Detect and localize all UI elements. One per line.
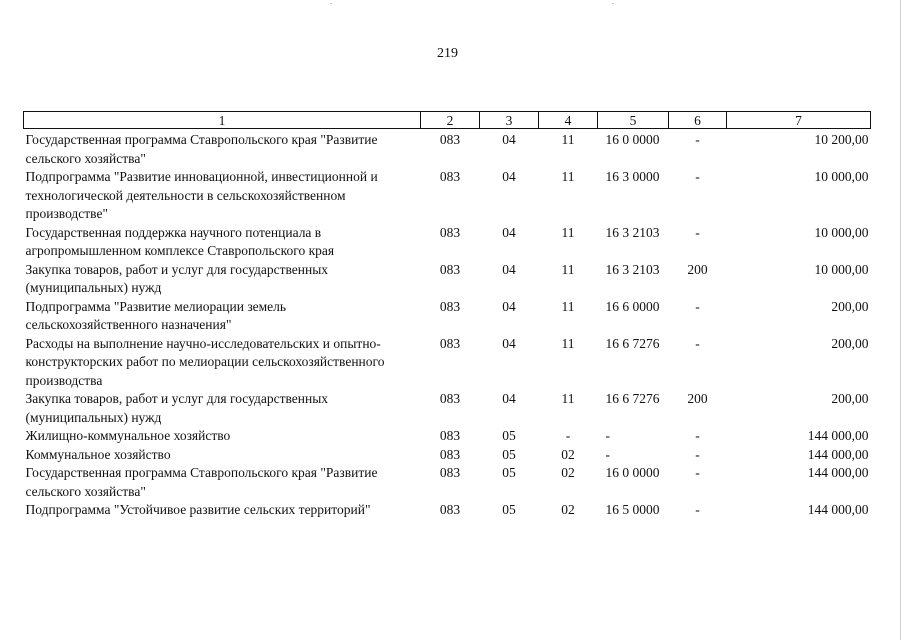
cell-ministry-code: 083 — [439, 391, 461, 406]
cell-expense-type: - — [695, 502, 700, 517]
table-row — [24, 446, 871, 465]
cell-amount: 200,00 — [831, 391, 869, 406]
table-body — [24, 129, 871, 520]
scan-edge-line — [900, 0, 901, 640]
column-header-expense-type: 6 — [669, 112, 727, 129]
cell-ministry-code: 083 — [439, 335, 461, 351]
cell-section: 04 — [502, 391, 516, 406]
cell-subsection: 11 — [561, 169, 575, 184]
table-row — [24, 129, 871, 169]
cell-expense-type: - — [695, 428, 700, 443]
cell-section: 04 — [502, 298, 516, 314]
cell-amount: 10 200,00 — [814, 132, 869, 147]
cell-ministry-code: 083 — [439, 428, 461, 443]
cell-amount: 144 000,00 — [807, 465, 869, 480]
table-row — [24, 224, 871, 261]
cell-ministry-code: 083 — [439, 261, 461, 277]
budget-table — [23, 111, 871, 520]
table-row — [24, 298, 871, 335]
cell-section: 04 — [502, 169, 516, 184]
cell-target-article: 16 6 7276 — [605, 391, 660, 406]
cell-amount: 10 000,00 — [814, 224, 869, 240]
cell-subsection: 11 — [561, 391, 575, 406]
cell-target-article: 16 6 0000 — [605, 298, 660, 314]
cell-section: 05 — [502, 428, 516, 443]
cell-name: Коммунальное хозяйство — [25, 446, 171, 462]
cell-amount: 200,00 — [831, 298, 869, 314]
cell-name: Закупка товаров, работ и услуг для государственных (муниципальных) нужд — [25, 261, 329, 295]
cell-name: Государственная программа Ставропольского края "Развитие сельского хозяйства" — [25, 132, 378, 166]
cell-ministry-code: 083 — [439, 132, 461, 147]
cell-subsection: 02 — [561, 465, 575, 480]
cell-section: 04 — [502, 132, 516, 147]
cell-amount: 10 000,00 — [814, 169, 869, 184]
cell-expense-type: 200 — [687, 261, 708, 277]
table-row — [24, 335, 871, 391]
cell-target-article: - — [605, 428, 610, 443]
cell-section: 04 — [502, 335, 516, 351]
cell-target-article: 16 3 0000 — [605, 169, 660, 184]
cell-ministry-code: 083 — [439, 224, 461, 240]
table-row — [24, 261, 871, 298]
scan-dot — [330, 3, 332, 4]
cell-name: Расходы на выполнение научно-исследовательских и опытно-конструкторских работ по мелиорации сельскохозяйственного производства — [25, 335, 385, 388]
cell-ministry-code: 083 — [439, 298, 461, 314]
table-row — [24, 390, 871, 427]
cell-target-article: 16 6 7276 — [605, 335, 660, 351]
cell-subsection: 02 — [561, 446, 575, 462]
cell-ministry-code: 083 — [439, 446, 461, 462]
column-header-subsection: 4 — [539, 112, 598, 129]
cell-expense-type: - — [695, 132, 700, 147]
cell-section: 04 — [502, 224, 516, 240]
cell-subsection: 02 — [561, 502, 575, 517]
cell-name: Жилищно-коммунальное хозяйство — [25, 428, 231, 443]
cell-expense-type: - — [695, 335, 700, 351]
column-header-section: 3 — [480, 112, 539, 129]
cell-ministry-code: 083 — [439, 465, 461, 480]
cell-target-article: - — [605, 446, 610, 462]
cell-target-article: 16 0 0000 — [605, 465, 660, 480]
cell-expense-type: - — [695, 224, 700, 240]
cell-amount: 144 000,00 — [807, 428, 869, 443]
cell-name: Подпрограмма "Устойчивое развитие сельских территорий" — [25, 502, 371, 517]
cell-amount: 144 000,00 — [807, 502, 869, 517]
cell-amount: 10 000,00 — [814, 261, 869, 277]
cell-name: Подпрограмма "Развитие инновационной, инвестиционной и технологической деятельности в сельскохозяйственном производстве" — [25, 169, 378, 221]
scan-dot — [612, 3, 614, 4]
cell-section: 04 — [502, 261, 516, 277]
cell-target-article: 16 3 2103 — [605, 224, 660, 240]
cell-target-article: 16 3 2103 — [605, 261, 660, 277]
cell-amount: 200,00 — [831, 335, 869, 351]
cell-expense-type: 200 — [687, 391, 708, 406]
cell-expense-type: - — [695, 446, 700, 462]
cell-expense-type: - — [695, 298, 700, 314]
cell-ministry-code: 083 — [439, 502, 461, 517]
cell-section: 05 — [502, 502, 516, 517]
cell-subsection: - — [565, 428, 571, 443]
column-header-ministry: 2 — [421, 112, 480, 129]
table-row — [24, 501, 871, 520]
cell-name: Подпрограмма "Развитие мелиорации земель сельскохозяйственного назначения" — [25, 298, 287, 332]
cell-expense-type: - — [695, 169, 700, 184]
cell-subsection: 11 — [561, 224, 575, 240]
cell-target-article: 16 0 0000 — [605, 132, 660, 147]
cell-subsection: 11 — [561, 132, 575, 147]
cell-section: 05 — [502, 446, 516, 462]
header-row — [24, 112, 871, 129]
cell-name: Государственная поддержка научного потенциала в агропромышленном комплексе Ставропольского края — [25, 224, 335, 258]
cell-subsection: 11 — [561, 298, 575, 314]
table-row — [24, 168, 871, 224]
column-header-name: 1 — [24, 112, 421, 129]
column-header-target: 5 — [598, 112, 669, 129]
cell-subsection: 11 — [561, 335, 575, 351]
page-number: 219 — [437, 46, 458, 61]
cell-name: Закупка товаров, работ и услуг для государственных (муниципальных) нужд — [25, 391, 329, 425]
cell-name: Государственная программа Ставропольского края "Развитие сельского хозяйства" — [25, 465, 378, 499]
cell-target-article: 16 5 0000 — [605, 502, 660, 517]
cell-amount: 144 000,00 — [807, 446, 869, 462]
cell-section: 05 — [502, 465, 516, 480]
cell-ministry-code: 083 — [439, 169, 461, 184]
table-row — [24, 464, 871, 501]
column-header-amount: 7 — [727, 112, 871, 129]
cell-subsection: 11 — [561, 261, 575, 277]
cell-expense-type: - — [695, 465, 700, 480]
table-row — [24, 427, 871, 446]
